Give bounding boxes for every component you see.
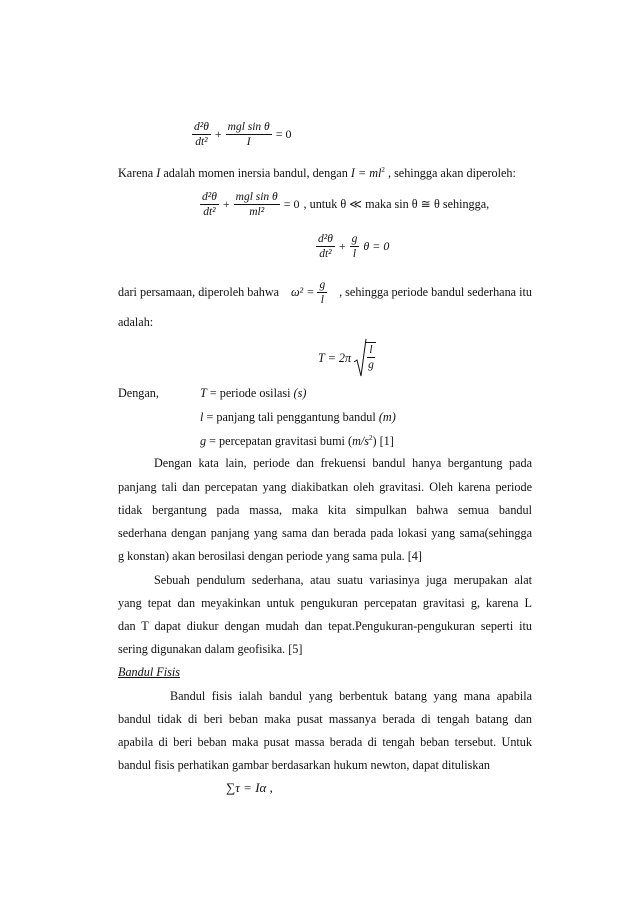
text-line-1 — [118, 166, 516, 181]
para1-line-4: sederhana dengan panjang yang sama dan berada pada lokasi yang sama(sehingga — [118, 526, 532, 540]
line1-superscript: 2 — [381, 166, 385, 174]
para1-line-3: tidak bergantung pada massa, maka kita simpulkan bahwa semua bandul — [118, 503, 532, 517]
definition-l — [200, 410, 396, 425]
def3-superscript: 2 — [369, 434, 373, 442]
eq2-rhs: = 0 — [283, 197, 300, 212]
eq1-denominator-1: dt² — [195, 136, 208, 149]
eq3-numerator-1: d²θ — [316, 232, 335, 247]
line2-post: , sehingga periode bandul sederhana itu — [339, 285, 532, 300]
para1-line-2: panjang tali dan percepatan yang diakibatkan oleh gravitasi. Oleh karena periode — [118, 480, 532, 494]
eq3-denominator-1: dt² — [319, 248, 332, 261]
text-line-2 — [118, 278, 532, 308]
text-line-3: adalah: — [118, 315, 154, 329]
eq2-denominator-1: dt² — [203, 206, 216, 219]
equation-5: ∑τ = Iα , — [226, 780, 273, 795]
line2-numerator: g — [317, 278, 327, 293]
def3-text: = percepatan gravitasi bumi ( — [206, 434, 353, 448]
line2-omega: ω² = — [290, 285, 315, 300]
equation-2 — [200, 190, 489, 220]
eq2-condition-text: , untuk θ ≪ maka sin θ ≅ θ sehingga, — [303, 197, 490, 212]
eq2-denominator-2: ml² — [249, 206, 265, 219]
para2-line-1: Sebuah pendulum sederhana, atau suatu variasinya juga merupakan alat — [154, 573, 532, 587]
line1-equation: I = ml — [350, 166, 382, 180]
def3-unit: m/s — [352, 434, 369, 448]
def2-symbol: l — [200, 410, 204, 424]
para3-line-4: bandul fisis perhatikan gambar berdasarkan hukum newton, dapat dituliskan — [118, 758, 490, 772]
eq2-numerator-1: d²θ — [200, 190, 219, 205]
eq3-rhs: θ = 0 — [363, 239, 390, 254]
para3-line-2: bandul tidak di beri beban maka pusat massanya berada di tengah batang dan — [118, 712, 532, 726]
eq3-plus: + — [338, 239, 346, 254]
def2-text: = panjang tali penggantung bandul — [203, 410, 379, 424]
eq1-numerator-1: d²θ — [192, 120, 211, 135]
line1-mid: adalah momen inersia bandul, dengan — [160, 166, 351, 180]
line2-pre: dari persamaan, diperoleh bahwa — [118, 285, 280, 300]
def1-text: = periode osilasi — [206, 386, 294, 400]
eq2-numerator-2: mgl sin θ — [234, 190, 280, 205]
eq2-plus: + — [222, 197, 230, 212]
def1-symbol: T — [200, 386, 207, 400]
line1-pre: Karena — [118, 166, 157, 180]
section-heading: Bandul Fisis — [118, 665, 180, 679]
line1-post: , sehingga akan diperoleh: — [384, 166, 516, 180]
eq3-numerator-2: g — [350, 232, 360, 247]
eq4-lhs: T = 2π — [318, 350, 352, 365]
para3-line-3: apabila di beri beban maka pusat massa berada di tengah beban tersebut. Untuk — [118, 735, 532, 749]
para3-line-1: Bandul fisis ialah bandul yang berbentuk batang yang mana apabila — [170, 689, 532, 703]
definitions-label: Dengan, — [118, 386, 159, 400]
definition-T — [200, 386, 306, 401]
para2-line-2: yang tepat dan meyakinkan untuk pengukuran percepatan gravitasi g, karena L — [118, 596, 532, 610]
eq3-denominator-2: l — [352, 248, 357, 261]
eq4-numerator: l — [367, 343, 374, 358]
eq1-denominator-2: I — [246, 136, 251, 149]
def1-unit: (s) — [293, 386, 307, 400]
para1-line-1: Dengan kata lain, periode dan frekuensi bandul hanya bergantung pada — [154, 456, 532, 470]
equation-3 — [316, 232, 393, 262]
def3-tail: ) [1] — [372, 434, 394, 448]
para2-line-4: sering digunakan dalam geofisika. [5] — [118, 642, 303, 656]
para1-line-5: g konstan) akan berosilasi dengan periode yang sama pula. [4] — [118, 549, 422, 563]
line2-denominator: l — [320, 294, 324, 307]
equation-4 — [318, 338, 376, 378]
eq1-plus: + — [214, 127, 222, 142]
def2-unit: (m) — [378, 410, 396, 424]
line1-symbol-I: I — [156, 166, 161, 180]
eq1-rhs: = 0 — [275, 127, 292, 142]
sqrt-sign-icon — [353, 338, 367, 378]
para2-line-3: dan T dapat diukur dengan mudah dan tepat.Pengukuran-pengukuran seperti itu — [118, 619, 532, 633]
eq4-denominator: g — [368, 359, 374, 371]
def3-symbol: g — [200, 434, 207, 448]
definition-g — [200, 434, 394, 449]
eq1-numerator-2: mgl sin θ — [226, 120, 272, 135]
equation-1 — [192, 120, 296, 150]
